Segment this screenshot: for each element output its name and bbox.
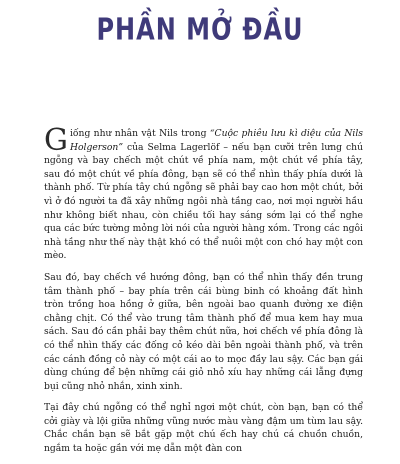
book-title-reference: “Cuộc phiêu lưu kì diệu của Nils Holgerson”: [69, 128, 364, 153]
paragraph-1-rest: của Selma Lagerlöf – nếu bạn cưỡi trên lưng chú ngỗng và bay chếch một chút về phía nam, một chút về phía tây, sau đó một chút về phía đông, bạn sẽ có thể nhìn thấy phía dưới là thành phố. Từ phía tây chú ngỗng sẽ phải bay cao hơn một chút, bởi vì ở đó người ta đã xây những ngôi nhà tầng cao, nơi mọi người hầu như không biết nhau, còn chiều tối hay sáng sớm lại có thể nghe qua các bức tường mỏng lời nói của người hàng xóm. Trong các ngôi nhà tầng như thế này thật khó có thể nuôi một con chó hay một con mèo.: [44, 141, 363, 262]
drop-cap: G: [44, 123, 68, 158]
paragraph-1-intro: iống như nhân vật Nils trong: [69, 128, 210, 139]
paragraph-1: [44, 123, 364, 263]
paragraph-2: Sau đó, bay chếch về hướng đông, bạn có thể nhìn thấy đền trung tâm thành phố – bay phía trên cái bùng binh có khoảng đất hình tròn trồng hoa hồng ở giữa, bên ngoài bao quanh đường xe điện chằng chịt. Có thể vào trung tâm thành phố để mua kem hay mua sách. Sau đó cần phải bay thêm chút nữa, hơi chếch về phía đông là có thể nhìn thấy các đống cỏ kéo dài bên ngoài thành phố, và trên các cánh đồng cỏ này có một cái ao to mọc đầy lau sậy. Các bạn gái dùng chúng để bện những cái giỏ nhỏ xíu hay những cái lẵng đựng bụi cũng nhỏ nhắn, xinh xinh.: [44, 271, 363, 392]
body-text: [44, 123, 364, 464]
chapter-title: PHẦN MỞ ĐẦU: [96, 12, 304, 47]
paragraph-3: Tại đây chú ngỗng có thể nghỉ ngơi một chút, còn bạn, bạn có thể cởi giày và lội giữa những vũng nước màu vàng đậm um tùm lau sậy. Chắc chắn bạn sẽ bắt gặp một chú ếch hay chú cá chuồn chuồn, ngắm ta hoặc gần với mẹ dẫn một đàn con: [44, 402, 363, 455]
